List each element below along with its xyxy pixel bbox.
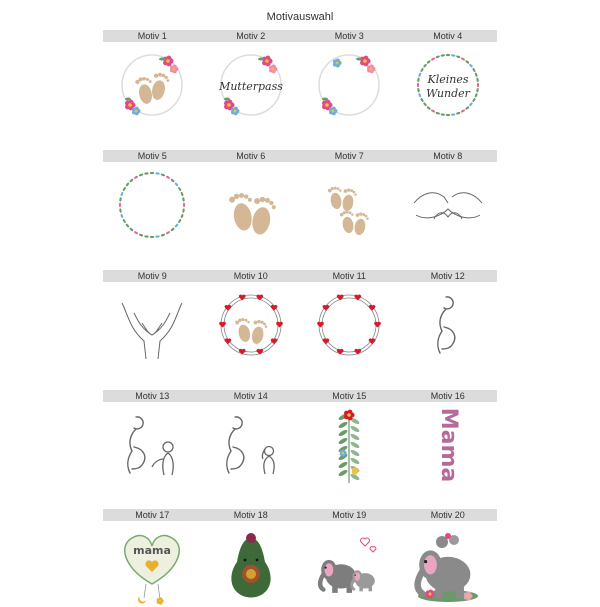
motif-row-images	[103, 521, 497, 607]
motif-9-option[interactable]	[103, 282, 202, 368]
motif-label-1: Motiv 1	[137, 31, 167, 41]
motif-row-header	[103, 509, 497, 521]
motif-row-images	[103, 402, 497, 488]
wreath-mutterpass-icon	[209, 43, 293, 127]
cupped-hands-icon	[110, 283, 194, 367]
leaf-wreath-icon	[110, 163, 194, 247]
motif-row-header	[103, 30, 497, 42]
motif-row-images	[103, 282, 497, 368]
motif-label-3: Motiv 3	[334, 31, 364, 41]
motif-row-5	[103, 509, 497, 607]
motif-label-2: Motiv 2	[236, 31, 266, 41]
motif-17-option[interactable]	[103, 521, 202, 607]
heart-ring-feet-icon	[209, 283, 293, 367]
motif-4-option[interactable]	[399, 42, 498, 128]
heart-ring-icon	[307, 283, 391, 367]
motif-label-13: Motiv 13	[135, 391, 170, 401]
pregnant-with-girl-icon	[209, 403, 293, 487]
motif-label-15: Motiv 15	[332, 391, 367, 401]
motif-label-16: Motiv 16	[430, 391, 465, 401]
mama-vertical-icon	[406, 403, 490, 487]
motif-17-text: mama	[133, 544, 172, 557]
motif-row-2	[103, 150, 497, 248]
motif-label-5: Motiv 5	[137, 151, 167, 161]
motif-8-option[interactable]	[399, 162, 498, 248]
motif-row-3	[103, 270, 497, 368]
motif-label-7: Motiv 7	[334, 151, 364, 161]
page-title: Motivauswahl	[266, 11, 334, 23]
motif-label-20: Motiv 20	[430, 510, 465, 520]
motif-2-option[interactable]	[202, 42, 301, 128]
motif-label-8: Motiv 8	[433, 151, 463, 161]
wreath-kleines-wunder-icon	[406, 43, 490, 127]
motif-16-text: Mama	[435, 407, 461, 483]
motif-1-option[interactable]	[103, 42, 202, 128]
motif-row-4	[103, 390, 497, 488]
motif-row-header	[103, 270, 497, 282]
floral-column-icon	[307, 403, 391, 487]
motif-4-text-1: Kleines	[427, 73, 469, 86]
wreath-feet-icon	[110, 43, 194, 127]
motif-row-header	[103, 150, 497, 162]
motif-label-11: Motiv 11	[332, 271, 366, 281]
motif-12-option[interactable]	[399, 282, 498, 368]
motif-14-option[interactable]	[202, 402, 301, 488]
motif-16-option[interactable]	[399, 402, 498, 488]
motif-10-option[interactable]	[202, 282, 301, 368]
motif-label-18: Motiv 18	[233, 510, 268, 520]
motif-20-option[interactable]	[399, 521, 498, 607]
motif-5-option[interactable]	[103, 162, 202, 248]
mama-heart-icon	[110, 522, 194, 606]
motif-label-4: Motiv 4	[433, 31, 463, 41]
motif-label-10: Motiv 10	[233, 271, 268, 281]
pregnant-with-child-icon	[110, 403, 194, 487]
motif-row-1	[103, 30, 497, 128]
hands-heart-icon	[406, 163, 490, 247]
motif-7-option[interactable]	[300, 162, 399, 248]
motif-13-option[interactable]	[103, 402, 202, 488]
elephants-icon	[307, 522, 391, 606]
baby-feet-icon	[209, 163, 293, 247]
motif-label-6: Motiv 6	[236, 151, 266, 161]
elephant-family-icon	[406, 522, 490, 606]
wreath-flowers-icon	[307, 43, 391, 127]
motif-19-option[interactable]	[300, 521, 399, 607]
motif-4-text-2: Wunder	[425, 87, 470, 100]
baby-feet-double-icon	[307, 163, 391, 247]
motif-11-option[interactable]	[300, 282, 399, 368]
motif-label-19: Motiv 19	[332, 510, 367, 520]
pregnant-silhouette-icon	[406, 283, 490, 367]
motif-label-9: Motiv 9	[137, 271, 167, 281]
motif-row-header	[103, 390, 497, 402]
motif-2-text: Mutterpass	[218, 80, 283, 93]
motif-label-17: Motiv 17	[135, 510, 170, 520]
motif-15-option[interactable]	[300, 402, 399, 488]
motif-6-option[interactable]	[202, 162, 301, 248]
motif-label-14: Motiv 14	[233, 391, 268, 401]
motif-row-images	[103, 162, 497, 248]
motif-18-option[interactable]	[202, 521, 301, 607]
motif-row-images	[103, 42, 497, 128]
motif-3-option[interactable]	[300, 42, 399, 128]
avocado-icon	[209, 522, 293, 606]
motif-label-12: Motiv 12	[430, 271, 465, 281]
